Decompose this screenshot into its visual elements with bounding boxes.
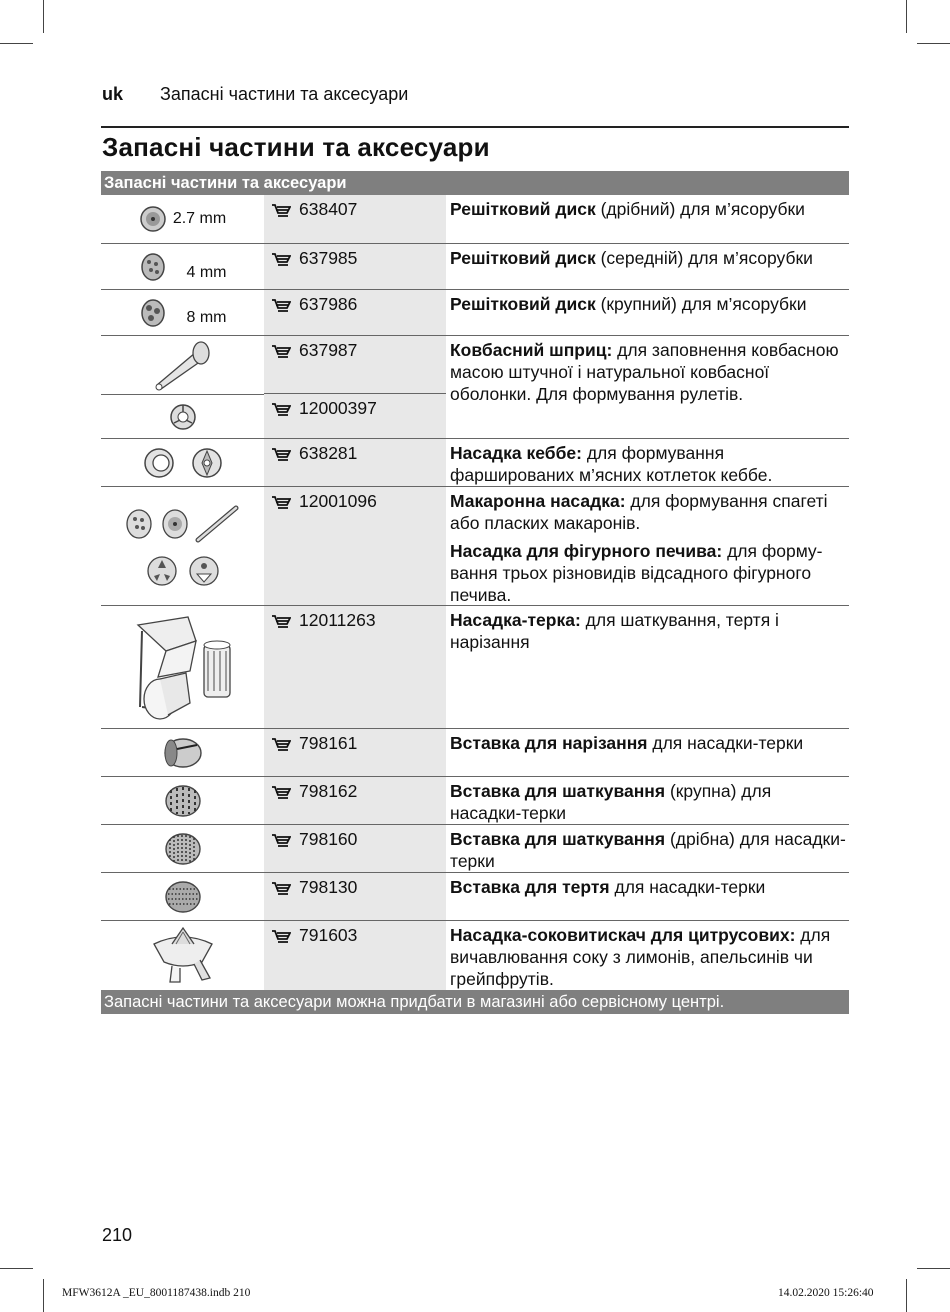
part-details: для заповнення ковбасною масою штучної і натуральної ковбасної оболонки. Для формування рулетів. [450, 340, 839, 404]
part-description [446, 290, 849, 335]
part-number-cell [264, 336, 446, 438]
sausage-nozzle-icon [151, 339, 215, 391]
part-number-cell [264, 873, 446, 920]
part-image-cell [101, 729, 264, 776]
part-description [446, 195, 849, 243]
crop-mark [0, 1268, 33, 1269]
table-row [101, 873, 849, 921]
part-description [446, 487, 849, 605]
part-number-cell [264, 290, 446, 335]
part-number: 638407 [299, 199, 358, 219]
cart-icon [271, 251, 291, 268]
sausage-ring-icon [168, 402, 198, 432]
cookie-disc-icon [187, 554, 221, 588]
crop-mark [43, 0, 44, 33]
part-image-cell [101, 825, 264, 872]
citrus-press-icon [150, 926, 216, 986]
part-image-cell [101, 195, 264, 243]
pasta-disc-icon [124, 508, 154, 540]
table-row [101, 825, 849, 873]
part-number-cell [264, 777, 446, 824]
part-details: (середній) для м’ясорубки [595, 248, 813, 268]
part-image-cell [101, 336, 264, 438]
table-row [101, 777, 849, 825]
cart-icon [271, 784, 291, 801]
language-code: uk [102, 84, 124, 104]
part-number: 637985 [299, 248, 358, 268]
table-row [101, 336, 849, 439]
table-row [101, 921, 849, 990]
part-details: для формування спагеті або пласких макаронів. [450, 491, 828, 533]
page-number: 210 [102, 1225, 133, 1245]
table-footer: Запасні частини та аксесуари можна придбати в магазині або сервісному центрі. [101, 990, 849, 1014]
part-image-cell [101, 777, 264, 824]
table-row [101, 487, 849, 606]
part-details: (крупна) для насадки-терки [450, 781, 772, 823]
part-description [446, 244, 849, 289]
cart-icon [271, 343, 291, 360]
print-slug-timestamp: 14.02.2020 15:26:40 [778, 1287, 874, 1299]
part-number: 798130 [299, 877, 358, 897]
part-name: Насадка кеббе: [450, 443, 582, 463]
part-image-cell [101, 873, 264, 920]
crop-mark [0, 43, 33, 44]
part-image-cell [101, 921, 264, 990]
part-name: Вставка для нарізання [450, 733, 648, 753]
part-number-cell [264, 439, 446, 486]
page-title: Запасні частини та аксесуари [102, 132, 490, 162]
table-row [101, 606, 849, 729]
part-number: 798162 [299, 781, 358, 801]
part-name: Вставка для шаткування [450, 781, 666, 801]
cart-icon [271, 446, 291, 463]
part-image-cell [101, 487, 264, 605]
part-name: Насадка-терка: [450, 610, 581, 630]
pasta-disc-icon [160, 508, 190, 540]
part-number-cell [264, 487, 446, 605]
part-details: для насадки-терки [647, 733, 804, 753]
part-number: 638281 [299, 443, 358, 463]
part-image-cell [101, 606, 264, 728]
crop-mark [917, 43, 950, 44]
medium-grinding-disc-icon [139, 252, 167, 282]
coarse-grinding-disc-icon [139, 298, 167, 328]
part-number: 798161 [299, 733, 358, 753]
part-number-cell [264, 244, 446, 289]
kebbe-cone-icon [190, 446, 224, 480]
part-details: для насадки-терки [609, 877, 766, 897]
part-details: для шаткування, тертя і нарізання [450, 610, 779, 652]
fine-shredding-insert-icon [161, 830, 205, 868]
part-image-cell [101, 290, 264, 335]
part-name: Вставка для тертя [450, 877, 610, 897]
kebbe-ring-icon [142, 446, 176, 480]
cart-icon [271, 202, 291, 219]
disc-size-label: 4 mm [186, 263, 227, 281]
part-image-cell [101, 439, 264, 486]
part-number: 12000397 [299, 398, 377, 418]
part-details: (крупний) для м’ясорубки [595, 294, 807, 314]
cart-icon [271, 880, 291, 897]
part-number: 637987 [299, 340, 358, 360]
part-name: Макаронна насадка: [450, 491, 626, 511]
crop-mark [43, 1279, 44, 1312]
part-description [446, 439, 849, 486]
running-header: Запасні частини та аксесуари [160, 84, 409, 104]
part-details: для формування фаршированих м’ясних котлеток кеббе. [450, 443, 773, 485]
slicing-insert-icon [161, 735, 205, 771]
cart-icon [271, 832, 291, 849]
part-name: Насадка-соковитискач для цитрусових: [450, 925, 796, 945]
part-description [446, 873, 849, 920]
grater-attachment-icon [128, 611, 238, 723]
part-number: 637986 [299, 294, 358, 314]
part-details: (дрібна) для насадки-терки [450, 829, 846, 871]
table-row [101, 729, 849, 777]
part-details: для форму-вання трьох різновидів відсадного фігурного печива. [450, 541, 823, 605]
table-row [101, 244, 849, 290]
cart-icon [271, 736, 291, 753]
disc-size-label: 2.7 mm [172, 210, 227, 227]
cart-icon [271, 297, 291, 314]
part-name: Решітковий диск [450, 248, 596, 268]
part-name: Насадка для фігурного печива: [450, 541, 723, 561]
part-number: 798160 [299, 829, 358, 849]
part-description [446, 921, 849, 990]
grating-insert-icon [161, 878, 205, 916]
part-image-cell [101, 244, 264, 289]
crop-mark [906, 1279, 907, 1312]
cart-icon [271, 613, 291, 630]
table-row [101, 290, 849, 336]
table-header: Запасні частини та аксесуари [101, 171, 849, 195]
disc-size-label: 8 mm [186, 308, 227, 326]
part-name: Решітковий диск [450, 294, 596, 314]
part-name: Решітковий диск [450, 199, 596, 219]
part-description [446, 777, 849, 824]
part-description [446, 825, 849, 872]
part-details: (дрібний) для м’ясорубки [595, 199, 805, 219]
print-slug-file: MFW3612A _EU_8001187438.indb 210 [62, 1287, 251, 1299]
part-number: 12001096 [299, 491, 377, 511]
part-number-cell [264, 606, 446, 728]
part-details: для вичавлювання соку з лимонів, апельсинів чи грейпфрутів. [450, 925, 831, 989]
part-number-cell [264, 729, 446, 776]
crop-mark [906, 0, 907, 33]
part-name: Ковбасний шприц: [450, 340, 613, 360]
part-number-cell [264, 825, 446, 872]
cart-icon [271, 401, 291, 418]
crop-mark [917, 1268, 950, 1269]
part-number-cell [264, 921, 446, 990]
cart-icon [271, 928, 291, 945]
table-row [101, 195, 849, 244]
cart-icon [271, 494, 291, 511]
part-number: 791603 [299, 925, 358, 945]
parts-table [101, 171, 849, 1014]
part-name: Вставка для шаткування [450, 829, 666, 849]
cleaning-brush-icon [194, 504, 242, 544]
cookie-disc-icon [145, 554, 179, 588]
part-description [446, 606, 849, 728]
title-rule [101, 126, 849, 128]
coarse-shredding-insert-icon [161, 782, 205, 820]
fine-grinding-disc-icon [139, 205, 167, 233]
part-number: 12011263 [299, 610, 376, 630]
part-description [446, 729, 849, 776]
part-number-cell [264, 195, 446, 243]
table-row [101, 439, 849, 487]
part-description [446, 336, 849, 438]
